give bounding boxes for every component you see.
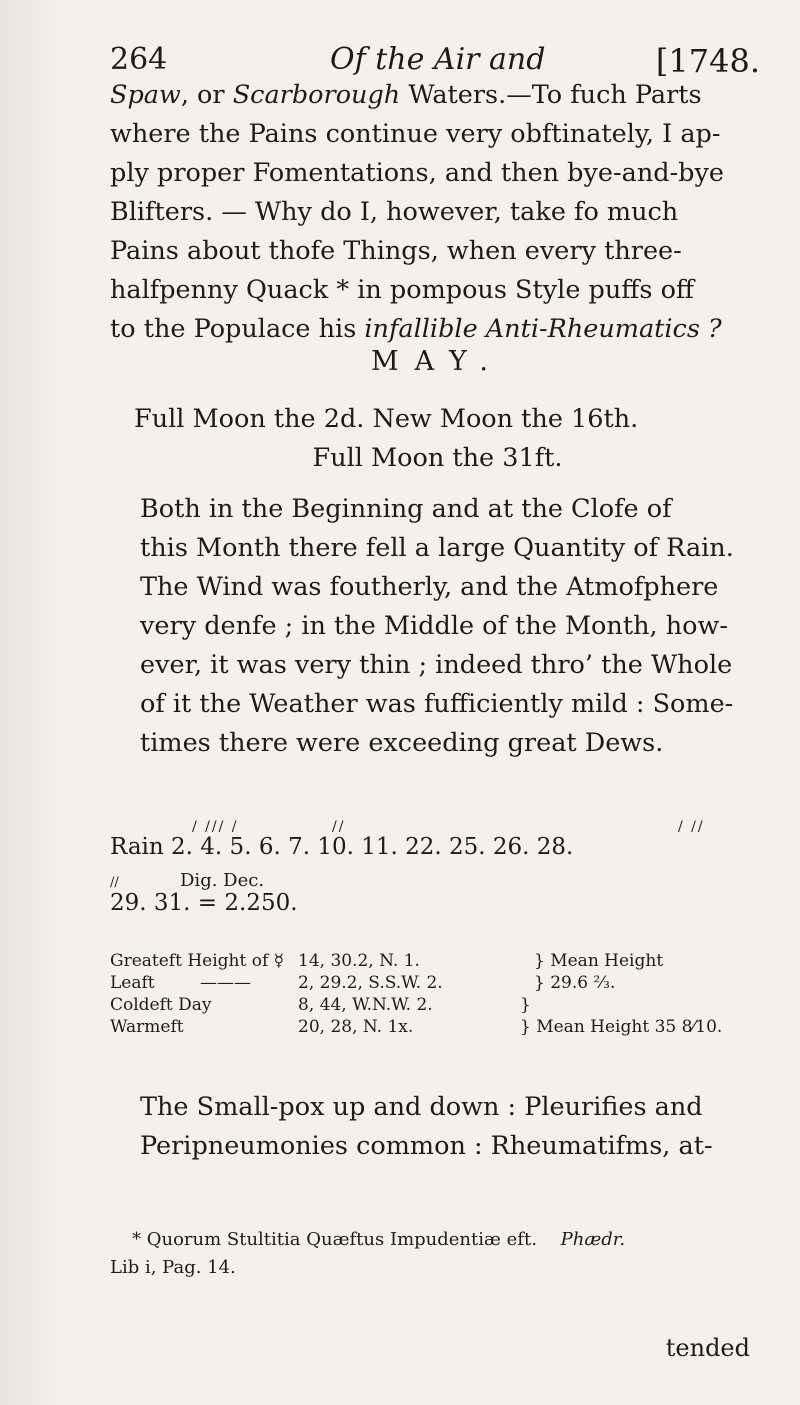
text-line: The Small-pox up and down : Pleurifies and — [140, 1092, 703, 1122]
text-span: Waters.—To fuch Parts — [400, 80, 702, 110]
catchword: tended — [665, 1334, 750, 1362]
row-values: 8, 44, W.N.W. 2. — [298, 995, 433, 1015]
italic-word: Scarborough — [232, 80, 401, 110]
text-line: halfpenny Quack * in pompous Style puffs off — [110, 275, 695, 305]
running-title: Of the Air and — [330, 42, 546, 77]
text-line: Peripneumonies common : Rheumatifms, at- — [140, 1131, 713, 1161]
dig-dec-line — [110, 864, 770, 891]
paragraph-diseases — [110, 1088, 765, 1166]
italic-phrase: infallible Anti-Rheumatics ? — [364, 314, 722, 344]
text-span: , or — [180, 80, 233, 110]
table-row — [110, 1016, 770, 1038]
row-values: 14, 30.2, N. 1. — [298, 951, 420, 971]
table-row — [110, 994, 770, 1016]
rain-label: Rain — [110, 834, 164, 860]
rain-record — [110, 812, 770, 920]
text-line: The Wind was foutherly, and the Atmofphere — [140, 572, 719, 602]
text-line: Pains about thofe Things, when every three- — [110, 236, 682, 266]
tick-mark: // — [332, 819, 346, 835]
table-row — [110, 972, 770, 994]
footnote-line: Lib i, Pag. 14. — [110, 1257, 236, 1278]
italic-word: Spaw — [110, 80, 181, 110]
brace: } — [520, 995, 531, 1015]
text-span: to the Populace his — [110, 314, 365, 344]
text-line: Blifters. — Why do I, however, take fo much — [110, 197, 679, 227]
footnote-source: Phædr. — [560, 1229, 626, 1250]
rain-total-line: 29. 31. = 2.250. — [110, 890, 298, 916]
footnote-text: * Quorum Stultitia Quæftus Impudentiæ eft. — [132, 1229, 537, 1250]
text-line: times there were exceeding great Dews. — [140, 728, 664, 758]
moon-line: Full Moon the 2d. New Moon the 16th. — [134, 404, 639, 434]
rain-days: 2. 4. 5. 6. 7. 10. 11. 22. 25. 26. 28. — [171, 834, 574, 860]
text-line: of it the Weather was fufficiently mild : Some- — [140, 689, 734, 719]
row-label-text: Leaft — [110, 973, 155, 993]
row-values: 20, 28, N. 1x. — [298, 1017, 414, 1037]
text-line: ever, it was very thin ; indeed thro’ the Whole — [140, 650, 733, 680]
text-line — [110, 76, 765, 115]
row-label — [110, 972, 251, 994]
tick-mark: / // — [678, 819, 705, 835]
text-line — [110, 310, 765, 349]
row-label: Greateft Height of ☿ — [110, 951, 285, 971]
rain-tick-marks — [110, 812, 770, 835]
moon-line: Full Moon the 31ft. — [312, 443, 563, 473]
text-line: very denfe ; in the Middle of the Month, how- — [140, 611, 728, 641]
table-row — [110, 950, 770, 972]
text-line: where the Pains continue very obftinately, I ap- — [110, 119, 721, 149]
moon-phases — [110, 400, 765, 478]
row-label: Coldeft Day — [110, 995, 212, 1015]
footnote — [110, 1226, 765, 1282]
page-number: 264 — [110, 42, 168, 77]
row-label: Warmeft — [110, 1017, 184, 1037]
tick-mark: / /// / — [192, 819, 239, 835]
text-line: Both in the Beginning and at the Clofe of — [140, 494, 672, 524]
tick-mark: // — [110, 875, 119, 890]
mean-label: } Mean Height — [534, 951, 664, 971]
footnote-line — [110, 1226, 765, 1254]
text-line: ply proper Fomentations, and then bye-and-bye — [110, 158, 725, 188]
header-year: [1748. — [655, 42, 760, 80]
ditto-dash: ——— — [200, 973, 252, 993]
row-values: 2, 29.2, S.S.W. 2. — [298, 973, 443, 993]
mean-value: } 29.6 ⅔. — [534, 973, 616, 993]
paragraph-weather — [110, 490, 765, 763]
text-line: this Month there fell a large Quantity of Rain. — [140, 533, 734, 563]
paragraph-remedies — [110, 76, 765, 349]
month-heading: MAY. — [371, 346, 504, 377]
meteorological-table — [110, 950, 770, 1038]
mean-value: } Mean Height 35 8⁄10. — [520, 1017, 723, 1037]
page-gutter-shadow — [0, 0, 60, 1405]
dig-dec-label: Dig. Dec. — [180, 870, 265, 891]
